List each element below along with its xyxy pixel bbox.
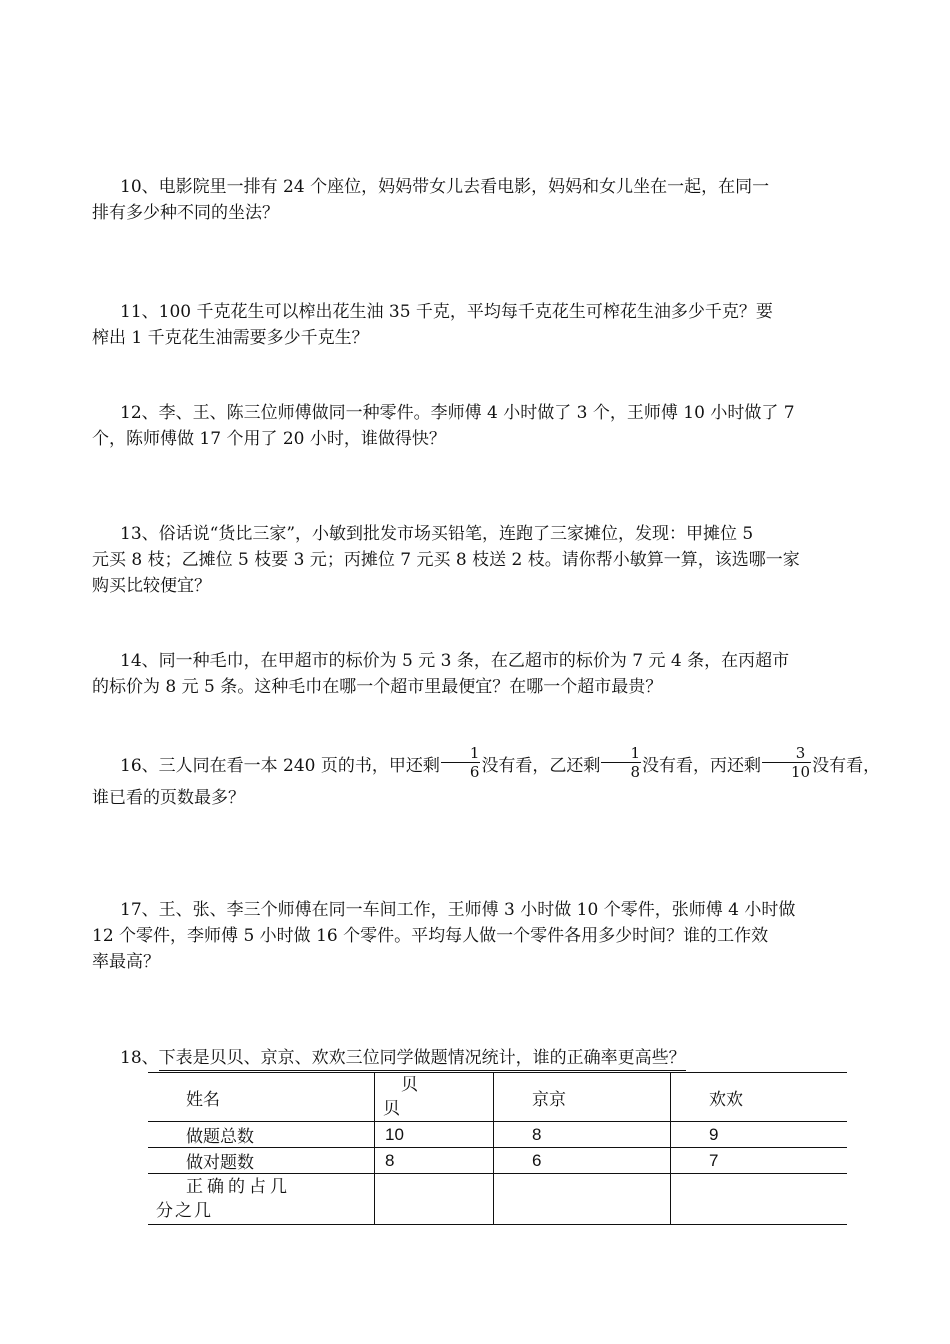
fraction-numerator: 3 (762, 744, 811, 763)
table-header-cell: 姓名 (148, 1073, 375, 1122)
table-row-label: 做题总数 (148, 1122, 375, 1148)
problem-text-line: 12、李、王、陈三位师傅做同一种零件。李师傅 4 小时做了 3 个，王师傅 10 小时做了 7 (120, 403, 795, 423)
table-cell: 10 (375, 1122, 494, 1148)
fraction-numerator: 1 (601, 744, 641, 763)
fraction-denominator: 8 (630, 763, 640, 781)
problem-text-line: 的标价为 8 元 5 条。这种毛巾在哪一个超市里最便宜？在哪一个超市最贵？ (92, 677, 663, 697)
fraction-numerator: 1 (441, 744, 481, 763)
fraction-one-eighth (601, 744, 641, 781)
problem-text-line: 12 个零件，李师傅 5 小时做 16 个零件。平均每人做一个零件各用多少时间？谁的工作效 (92, 926, 769, 946)
table-cell: 8 (494, 1122, 671, 1148)
problem-14 (92, 648, 824, 700)
fraction-denominator: 6 (469, 763, 480, 781)
fraction-denominator: 10 (790, 763, 811, 781)
fraction-three-tenths (762, 744, 811, 781)
problem-number: 18、 (120, 1048, 159, 1068)
problem-text-line: 购买比较便宜？ (92, 576, 211, 596)
problem-text-part: 没有看，乙还剩 (481, 756, 601, 776)
row-label-line: 分之几 (156, 1201, 213, 1220)
stats-table (148, 1072, 847, 1225)
table-cell-empty (375, 1174, 494, 1225)
table-header-cell: 京京 (494, 1073, 671, 1122)
table-cell-empty (494, 1174, 671, 1225)
problem-text-line: 13、俗话说“货比三家”，小敏到批发市场买铅笔，连跑了三家摊位，发现：甲摊位 5 (120, 524, 754, 544)
problem-text-line (92, 744, 881, 785)
header-char: 贝 (383, 1099, 400, 1118)
table-cell: 8 (375, 1148, 494, 1174)
problem-text-part: 没有看， (812, 756, 881, 776)
problem-text-line: 个，陈师傅做 17 个用了 20 小时，谁做得快？ (92, 429, 446, 449)
table-row-label: 做对题数 (148, 1148, 375, 1174)
row-label-line: 正确的占几 (186, 1177, 291, 1196)
table-header-cell (375, 1073, 494, 1122)
problem-text-line: 元买 8 枝；乙摊位 5 枝要 3 元；丙摊位 7 元买 8 枝送 2 枝。请你帮小敏算一算，该选哪一家 (92, 550, 800, 570)
table-header-row (148, 1073, 847, 1122)
problem-text-line: 11、100 千克花生可以榨出花生油 35 千克，平均每千克花生可榨花生油多少千克？要 (120, 302, 773, 322)
fraction-one-sixth (441, 744, 481, 781)
problem-13 (92, 521, 824, 599)
table-header-cell: 欢欢 (671, 1073, 848, 1122)
problem-12 (92, 400, 824, 452)
problem-text-line: 10、电影院里一排有 24 个座位，妈妈带女儿去看电影，妈妈和女儿坐在一起，在同一 (120, 177, 770, 197)
header-char: 贝 (401, 1075, 418, 1094)
table-row-label (148, 1174, 375, 1225)
problem-10 (92, 174, 824, 226)
table-row (148, 1148, 847, 1174)
problem-text-line: 17、王、张、李三个师傅在同一车间工作，王师傅 3 小时做 10 个零件，张师傅 4 小时做 (120, 900, 796, 920)
problem-text-part: 16、三人同在看一本 240 页的书，甲还剩 (120, 756, 440, 776)
table-row (148, 1122, 847, 1148)
table-cell: 9 (671, 1122, 848, 1148)
problem-text-part: 没有看，丙还剩 (641, 756, 761, 776)
table-cell: 7 (671, 1148, 848, 1174)
problem-16 (92, 744, 881, 811)
problem-text-underlined: 下表是贝贝、京京、欢欢三位同学做题情况统计，谁的正确率更高些？ (159, 1048, 686, 1071)
problem-11 (92, 299, 824, 351)
problem-text-line: 榨出 1 千克花生油需要多少千克生？ (92, 328, 369, 348)
problem-text-line: 排有多少种不同的坐法？ (92, 203, 279, 223)
problem-17 (92, 897, 824, 975)
problem-18 (120, 1045, 686, 1071)
problem-text-line: 率最高？ (92, 952, 160, 972)
table-row (148, 1174, 847, 1225)
problem-text-line: 谁已看的页数最多？ (92, 788, 245, 808)
problem-text-line: 14、同一种毛巾，在甲超市的标价为 5 元 3 条，在乙超市的标价为 7 元 4 条，在丙超市 (120, 651, 790, 671)
table-cell: 6 (494, 1148, 671, 1174)
table-cell-empty (671, 1174, 848, 1225)
